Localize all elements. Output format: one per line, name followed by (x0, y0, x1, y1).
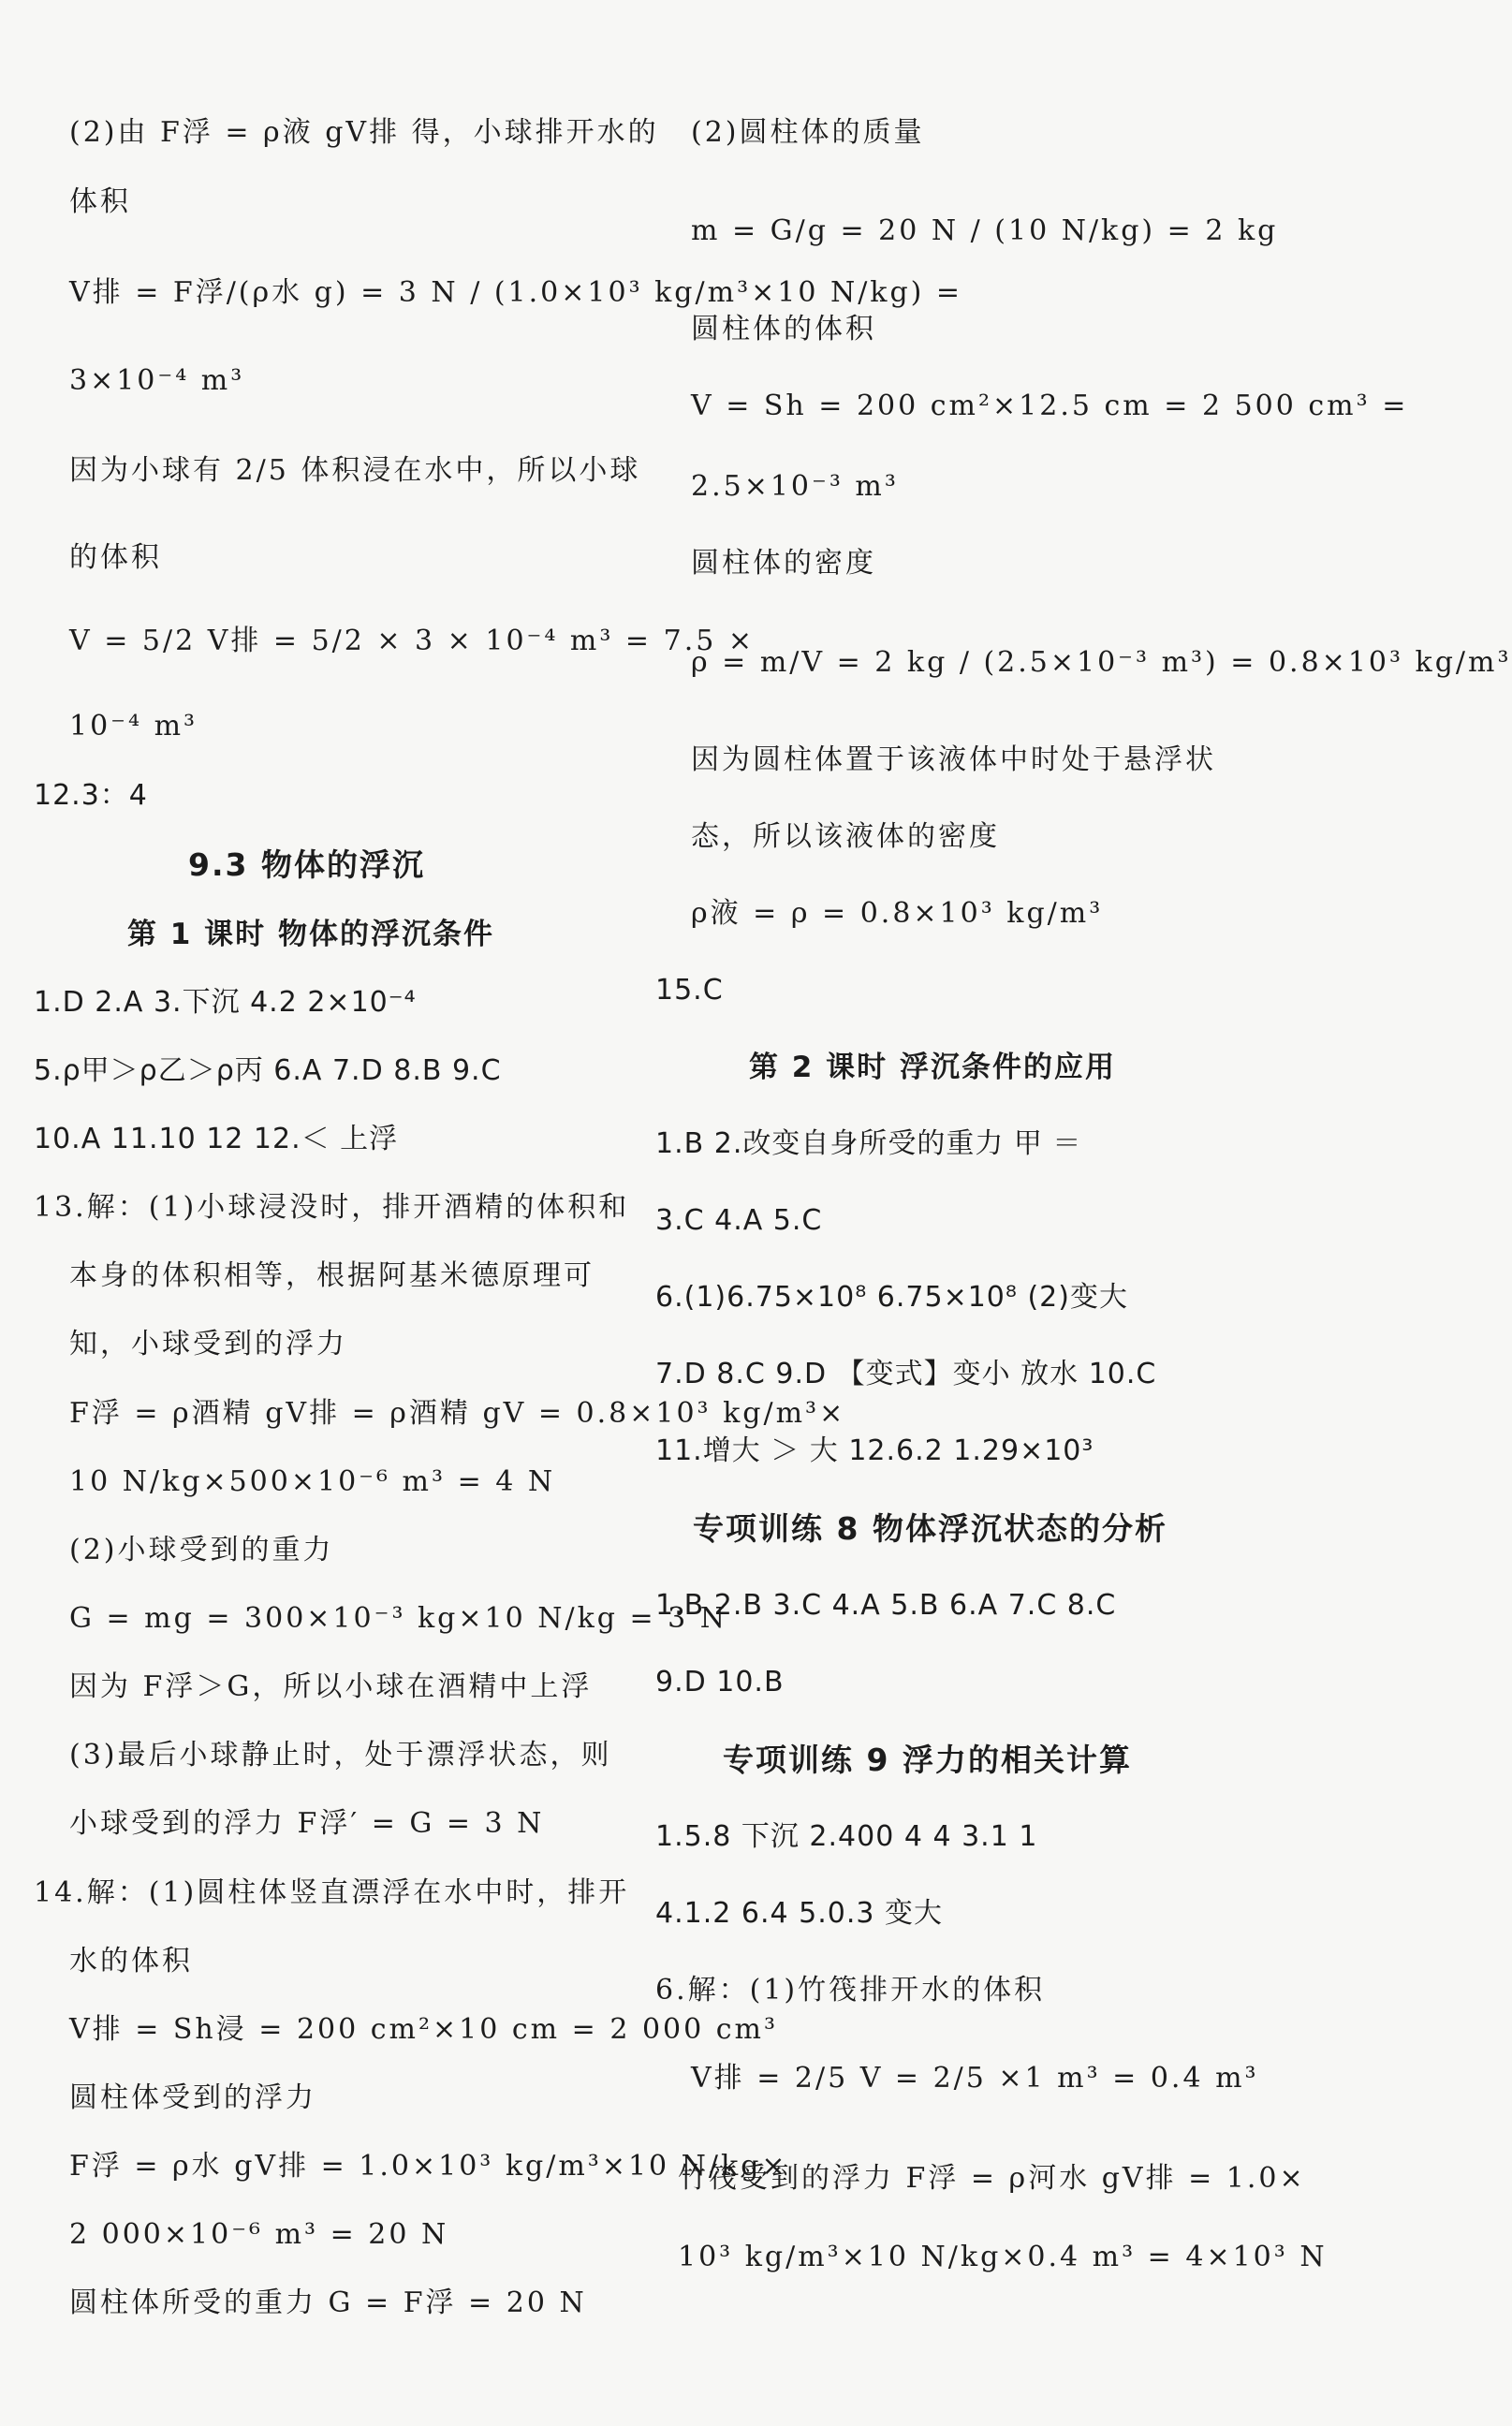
lesson-heading: 第 1 课时 物体的浮沉条件 (127, 918, 494, 951)
text-line: 体积 (69, 185, 131, 218)
answer-line: 7.D 8.C 9.D 【变式】变小 放水 10.C (655, 1358, 1157, 1390)
solution-line: (3)最后小球静止时，处于漂浮状态，则 (69, 1739, 612, 1772)
formula-line: ρ液 = ρ = 0.8×10³ kg/m³ (691, 897, 1104, 930)
solution-line: 知，小球受到的浮力 (69, 1328, 347, 1360)
section-heading: 专项训练 8 物体浮沉状态的分析 (693, 1510, 1167, 1547)
solution-line: 因为 F浮＞G，所以小球在酒精中上浮 (69, 1670, 593, 1703)
right-column (655, 0, 1512, 2426)
formula-line: V排 = 2/5 V = 2/5 ×1 m³ = 0.4 m³ (691, 2062, 1259, 2095)
answer-line: 3.C 4.A 5.C (655, 1204, 823, 1237)
formula-line: 2.5×10⁻³ m³ (691, 470, 899, 503)
answer-line: 1.B 2.B 3.C 4.A 5.B 6.A 7.C 8.C (655, 1589, 1117, 1622)
formula-line: F浮 = ρ酒精 gV排 = ρ酒精 gV = 0.8×10³ kg/m³× (69, 1397, 846, 1430)
formula-line: F浮 = ρ水 gV排 = 1.0×10³ kg/m³×10 N/kg× (69, 2150, 788, 2183)
solution-line: 圆柱体受到的浮力 (69, 2081, 316, 2114)
formula-line: 2 000×10⁻⁶ m³ = 20 N (69, 2218, 449, 2251)
text-line: (2)圆柱体的质量 (691, 116, 925, 149)
solution-line: 14.解：(1)圆柱体竖直漂浮在水中时，排开 (34, 1876, 630, 1909)
answer-line: 10.A 11.10 12 12.＜ 上浮 (34, 1123, 399, 1155)
solution-line: 6.解：(1)竹筏排开水的体积 (655, 1974, 1046, 2007)
formula-line: m = G/g = 20 N / (10 N/kg) = 2 kg (691, 214, 1279, 247)
solution-line: 13.解：(1)小球浸没时，排开酒精的体积和 (34, 1191, 630, 1224)
formula-line: 10⁻⁴ m³ (69, 710, 198, 743)
solution-line: 小球受到的浮力 F浮′ = G = 3 N (69, 1807, 545, 1840)
answer-line: 15.C (655, 974, 724, 1007)
answer-line: 4.1.2 6.4 5.0.3 变大 (655, 1897, 943, 1930)
formula-line: 10³ kg/m³×10 N/kg×0.4 m³ = 4×10³ N (678, 2241, 1328, 2273)
answer-line: 12.3：4 (34, 779, 148, 812)
answer-line: 11.增大 ＞ 大 12.6.2 1.29×10³ (655, 1434, 1094, 1467)
answer-line: 5.ρ甲＞ρ乙＞ρ丙 6.A 7.D 8.B 9.C (34, 1054, 502, 1087)
section-heading: 专项训练 9 浮力的相关计算 (723, 1742, 1132, 1778)
answer-line: 1.D 2.A 3.下沉 4.2 2×10⁻⁴ (34, 986, 417, 1019)
text-line: 圆柱体的密度 (691, 547, 876, 580)
formula-line: V = 5/2 V排 = 5/2 × 3 × 10⁻⁴ m³ = 7.5 × (69, 625, 755, 657)
solution-line: 水的体积 (69, 1945, 193, 1978)
text-line: 因为圆柱体置于该液体中时处于悬浮状 (691, 743, 1216, 776)
formula-line: V = Sh = 200 cm²×12.5 cm = 2 500 cm³ = (691, 390, 1409, 422)
formula-line: 3×10⁻⁴ m³ (69, 364, 245, 397)
section-heading: 9.3 物体的浮沉 (188, 846, 425, 883)
answer-line: 6.(1)6.75×10⁸ 6.75×10⁸ (2)变大 (655, 1281, 1128, 1314)
text-line: 的体积 (69, 541, 162, 574)
text-line: 圆柱体的体积 (691, 313, 876, 346)
answer-line: 1.B 2.改变自身所受的重力 甲 ＝ (655, 1127, 1082, 1160)
formula-line: ρ = m/V = 2 kg / (2.5×10⁻³ m³) = 0.8×10³ kg/m³ (691, 646, 1512, 679)
formula-line: G = mg = 300×10⁻³ kg×10 N/kg = 3 N (69, 1602, 728, 1635)
text-line: (2)由 F浮 = ρ液 gV排 得，小球排开水的 (69, 116, 659, 149)
solution-line: 圆柱体所受的重力 G = F浮 = 20 N (69, 2286, 587, 2319)
formula-line: 10 N/kg×500×10⁻⁶ m³ = 4 N (69, 1465, 556, 1498)
answer-line: 9.D 10.B (655, 1666, 785, 1698)
solution-line: (2)小球受到的重力 (69, 1534, 334, 1566)
text-line: 因为小球有 2/5 体积浸在水中，所以小球 (69, 454, 641, 487)
solution-line: 本身的体积相等，根据阿基米德原理可 (69, 1259, 595, 1292)
text-line: 态，所以该液体的密度 (691, 820, 1000, 853)
formula-line: V排 = F浮/(ρ水 g) = 3 N / (1.0×10³ kg/m³×10 N/kg) = (69, 276, 963, 309)
formula-line: 竹筏受到的浮力 F浮 = ρ河水 gV排 = 1.0× (678, 2162, 1306, 2195)
answer-line: 1.5.8 下沉 2.400 4 4 3.1 1 (655, 1820, 1038, 1853)
lesson-heading: 第 2 课时 浮沉条件的应用 (749, 1051, 1116, 1084)
formula-line: V排 = Sh浸 = 200 cm²×10 cm = 2 000 cm³ (69, 2013, 779, 2046)
